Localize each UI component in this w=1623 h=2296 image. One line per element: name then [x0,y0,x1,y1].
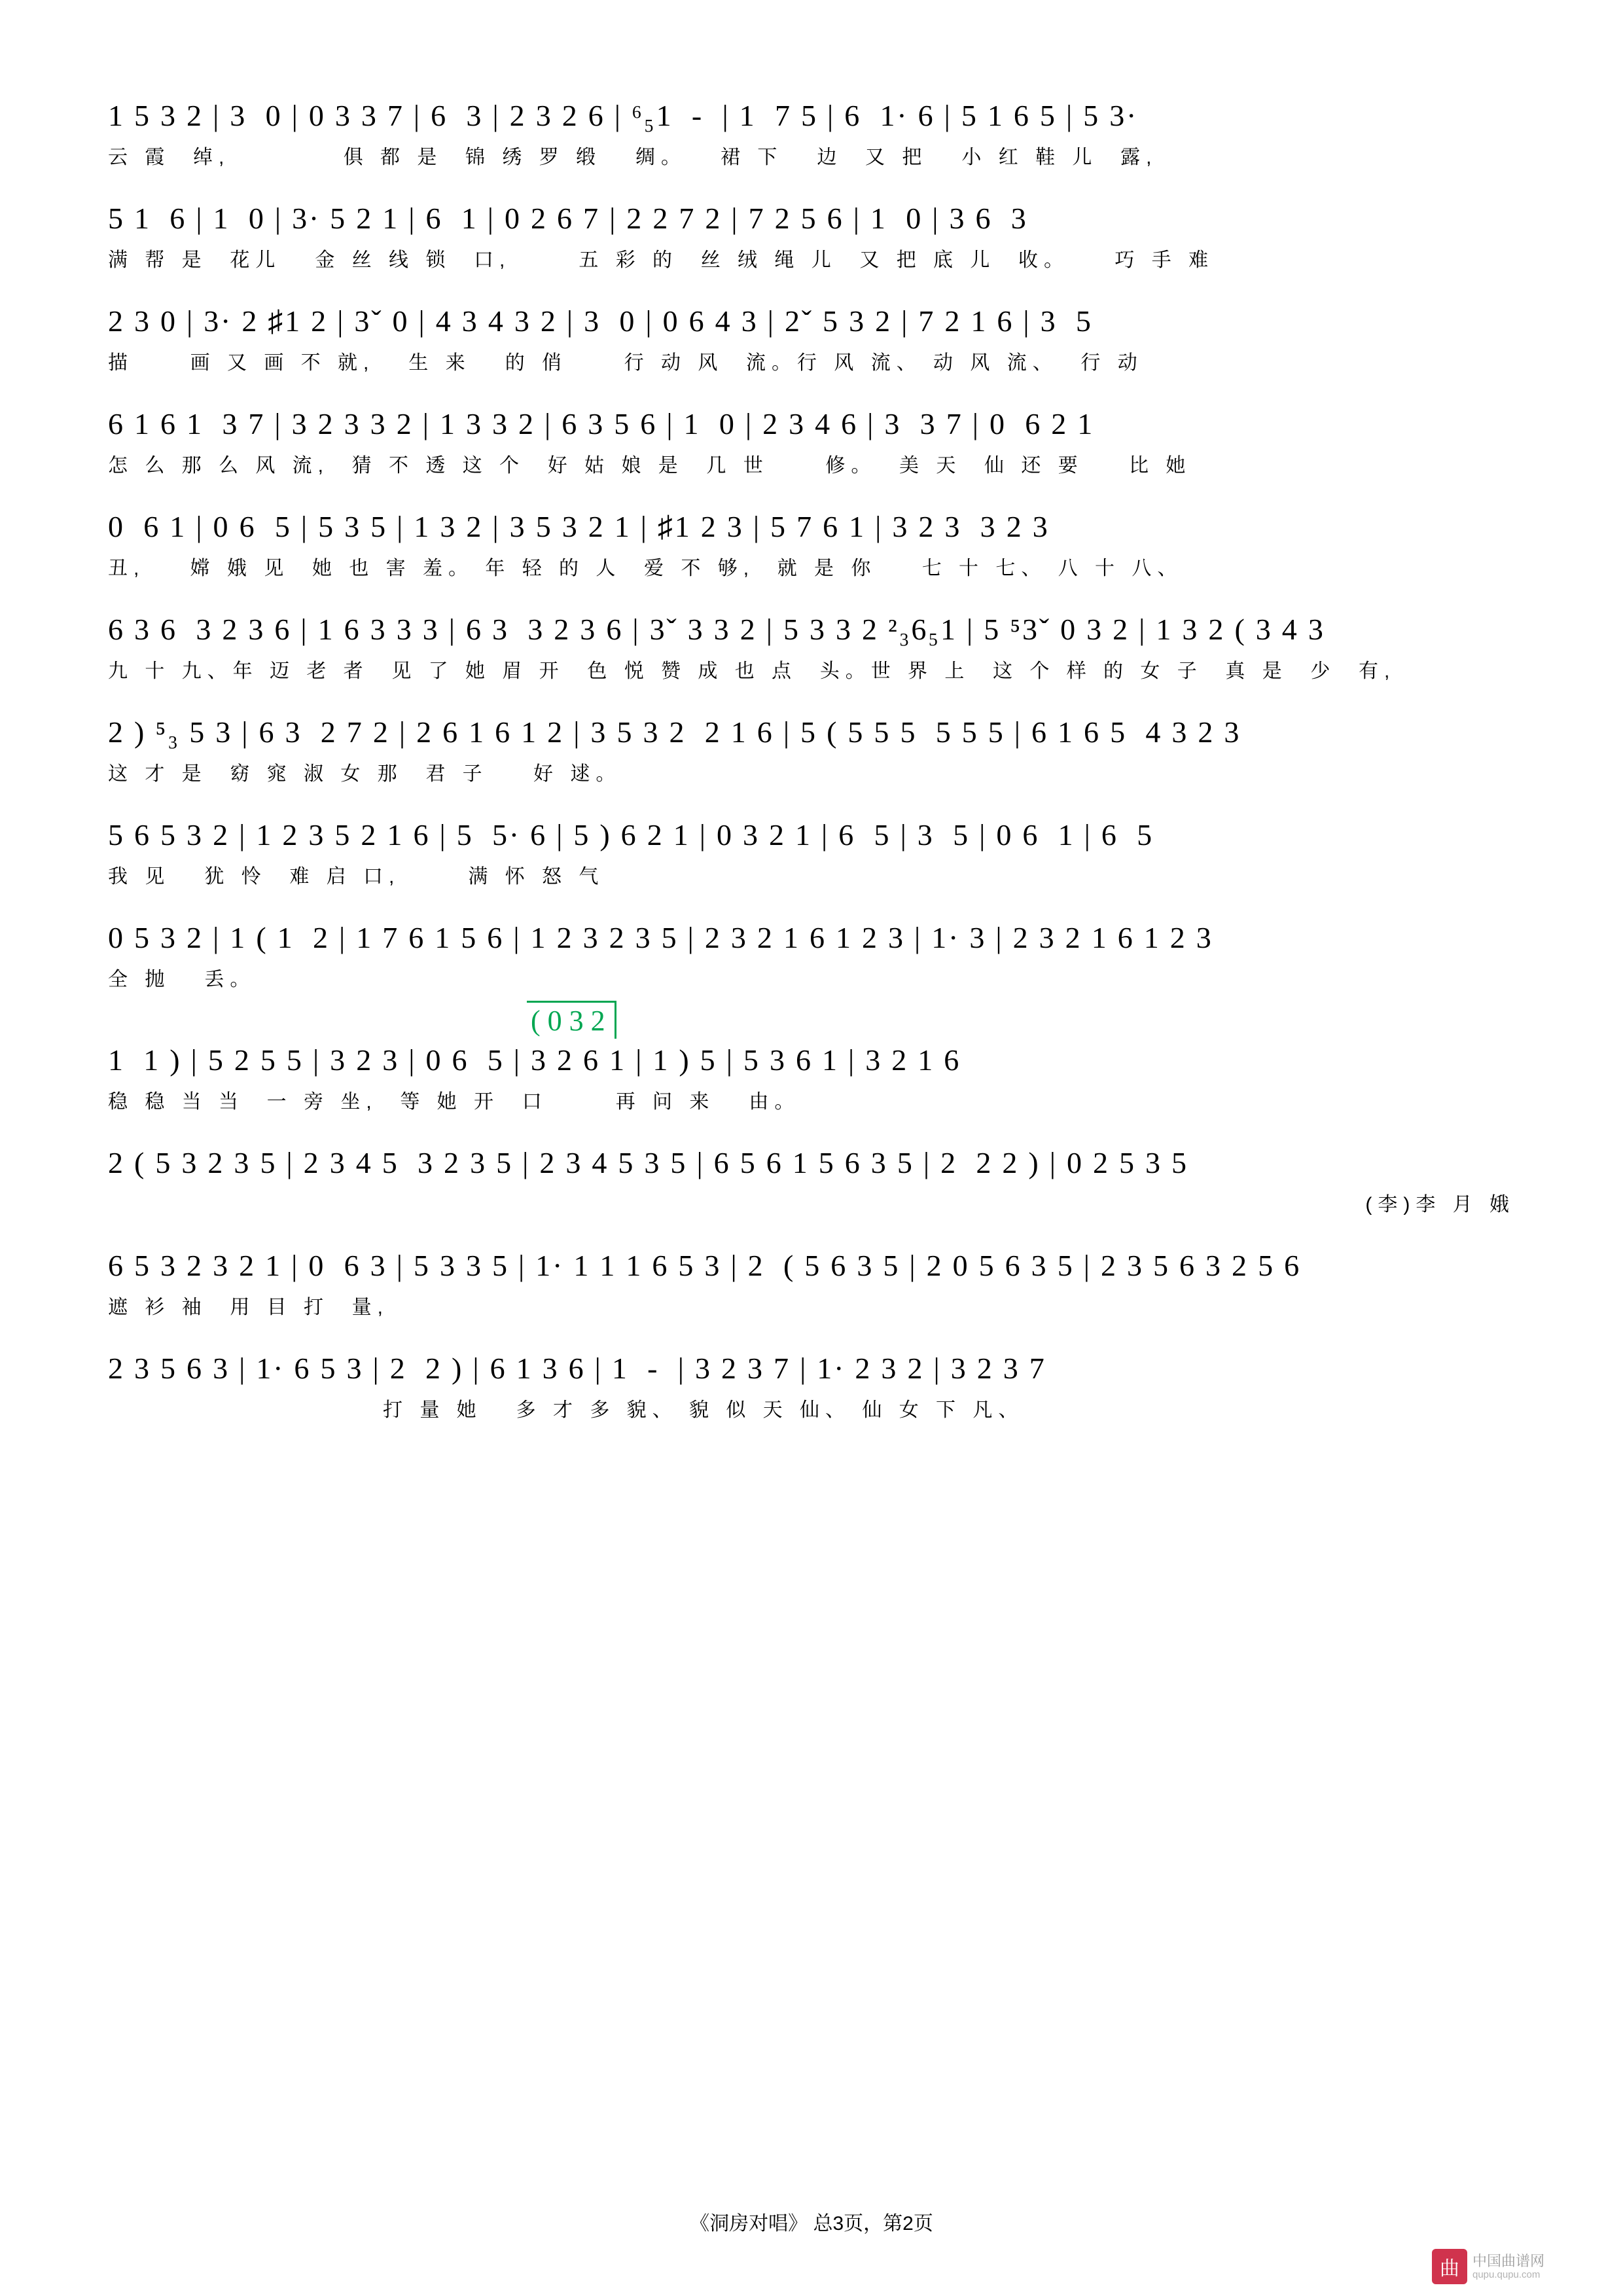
notes-line: 0 5 3 2 | 1 ( 1 2 | 1 7 6 1 5 6 | 1 2 3 2 3 5 | 2 3 2 1 6 1 2 3 | 1· 3 | 2 3 2 1 6 1 2 3 [108,921,1213,954]
notes-line: 5 1 6 | 1 0 | 3· 5 2 1 | 6 1 | 0 2 6 7 | 2 2 7 2 | 7 2 5 6 | 1 0 | 3 6 3 [108,202,1028,235]
watermark-badge: 曲 [1432,2249,1467,2284]
notes-line: 6 5 3 2 3 2 1 | 0 6 3 | 5 3 3 5 | 1· 1 1 1 6 5 3 | 2 ( 5 6 3 5 | 2 0 5 6 3 5 | 2 3 5 6 3 2 5 6 [108,1249,1301,1282]
lyrics-line: 稳 稳 当 当 一 旁 坐, 等 她 开 口 再 问 来 由。 [108,1091,800,1113]
music-system [108,1145,1515,1217]
lyrics-line: 描 画 又 画 不 就, 生 来 的 俏 行 动 风 流。行 风 流、 动 风 流、 行 动 [108,352,1143,374]
watermark-title: 中国曲谱网 [1472,2252,1544,2269]
watermark-subtitle: qupu.qupu.com [1472,2269,1541,2281]
music-system [108,920,1515,992]
music-system [108,612,1515,683]
lyrics-line: 怎 么 那 么 风 流, 猜 不 透 这 个 好 姑 娘 是 几 世 修。 美 天 仙 还 要 比 她 [108,455,1192,476]
notes-line: 1 5 3 2 | 3 0 | 0 3 3 7 | 6 3 | 2 3 2 6 | ⁶₅1 - | 1 7 5 | 6 1· 6 | 5 1 6 5 | 5 3· [108,99,1139,132]
lyrics-line: 丑, 嫦 娥 见 她 也 害 羞。 年 轻 的 人 爱 不 够, 就 是 你 七 十 七、 八 十 八、 [108,558,1183,579]
music-system [108,304,1515,375]
music-system [108,406,1515,478]
watermark-text [1472,2253,1544,2281]
notes-line: 0 6 1 | 0 6 5 | 5 3 5 | 1 3 2 | 3 5 3 2 1 | ♯1 2 3 | 5 7 6 1 | 3 2 3 3 2 3 [108,510,1050,543]
music-system [108,817,1515,889]
music-system [108,1351,1515,1422]
lyrics-line: 打 量 她 多 才 多 貌、 貌 似 天 仙、 仙 女 下 凡、 [383,1399,1024,1421]
music-system [108,509,1515,581]
notes-line: 2 ( 5 3 2 3 5 | 2 3 4 5 3 2 3 5 | 2 3 4 5 3 5 | 6 5 6 1 5 6 3 5 | 2 2 2 ) | 0 2 5 3 5 [108,1146,1188,1179]
lyrics-line: 遮 衫 袖 用 目 打 量, [108,1297,389,1318]
music-system [108,1005,1515,1114]
green-inserted-measure: ( 0 3 2 [527,1001,616,1039]
notes-line: 5 6 5 3 2 | 1 2 3 5 2 1 6 | 5 5· 6 | 5 ) 6 2 1 | 0 3 2 1 | 6 5 | 3 5 | 0 6 1 | 6 5 [108,818,1154,852]
lyrics-line: (李)李 月 娥 [1365,1194,1515,1215]
lyrics-line: 云 霞 绰, 俱 都 是 锦 绣 罗 缎 绸。 裙 下 边 又 把 小 红 鞋 儿 露, [108,147,1158,168]
watermark [1432,2249,1544,2284]
lyrics-line: 全 抛 丢。 [108,969,256,990]
lyrics-line: 我 见 犹 怜 难 启 口, 满 怀 怒 气 [108,866,605,888]
music-system [108,201,1515,272]
music-system [108,715,1515,786]
lyrics-line: 这 才 是 窈 窕 淑 女 那 君 子 好 逑。 [108,763,622,785]
music-system [108,98,1515,170]
notes-line: 2 ) ⁵₃ 5 3 | 6 3 2 7 2 | 2 6 1 6 1 2 | 3 5 3 2 2 1 6 | 5 ( 5 5 5 5 5 5 | 6 1 6 5 4 3 2 3 [108,715,1241,749]
notes-line: 1 1 ) | 5 2 5 5 | 3 2 3 | 0 6 5 | 3 2 6 1 | 1 ) 5 | 5 3 6 1 | 3 2 1 6 [108,1043,961,1077]
music-system [108,1248,1515,1319]
notes-line: 6 3 6 3 2 3 6 | 1 6 3 3 3 | 6 3 3 2 3 6 | 3ˇ 3 3 2 | 5 3 3 2 ²₃6₅1 | 5 ⁵3ˇ 0 3 2 | 1 3 2 ( 3 4 3 [108,613,1325,646]
notes-line: 6 1 6 1 3 7 | 3 2 3 3 2 | 1 3 3 2 | 6 3 5 6 | 1 0 | 2 3 4 6 | 3 3 7 | 0 6 2 1 [108,407,1095,440]
lyrics-line: 九 十 九、年 迈 老 者 见 了 她 眉 开 色 悦 赞 成 也 点 头。世 界 上 这 个 样 的 女 子 真 是 少 有, [108,660,1396,682]
lyrics-line: 满 帮 是 花儿 金 丝 线 锁 口, 五 彩 的 丝 绒 绳 儿 又 把 底 儿 收。 巧 手 难 [108,249,1215,271]
notes-line: 2 3 5 6 3 | 1· 6 5 3 | 2 2 ) | 6 1 3 6 | 1 - | 3 2 3 7 | 1· 2 3 2 | 3 2 3 7 [108,1352,1046,1385]
notes-line: 2 3 0 | 3· 2 ♯1 2 | 3ˇ 0 | 4 3 4 3 2 | 3 0 | 0 6 4 3 | 2ˇ 5 3 2 | 7 2 1 6 | 3 5 [108,304,1093,338]
page-footer: 《洞房对唱》 总3页，第2页 [690,2213,933,2234]
